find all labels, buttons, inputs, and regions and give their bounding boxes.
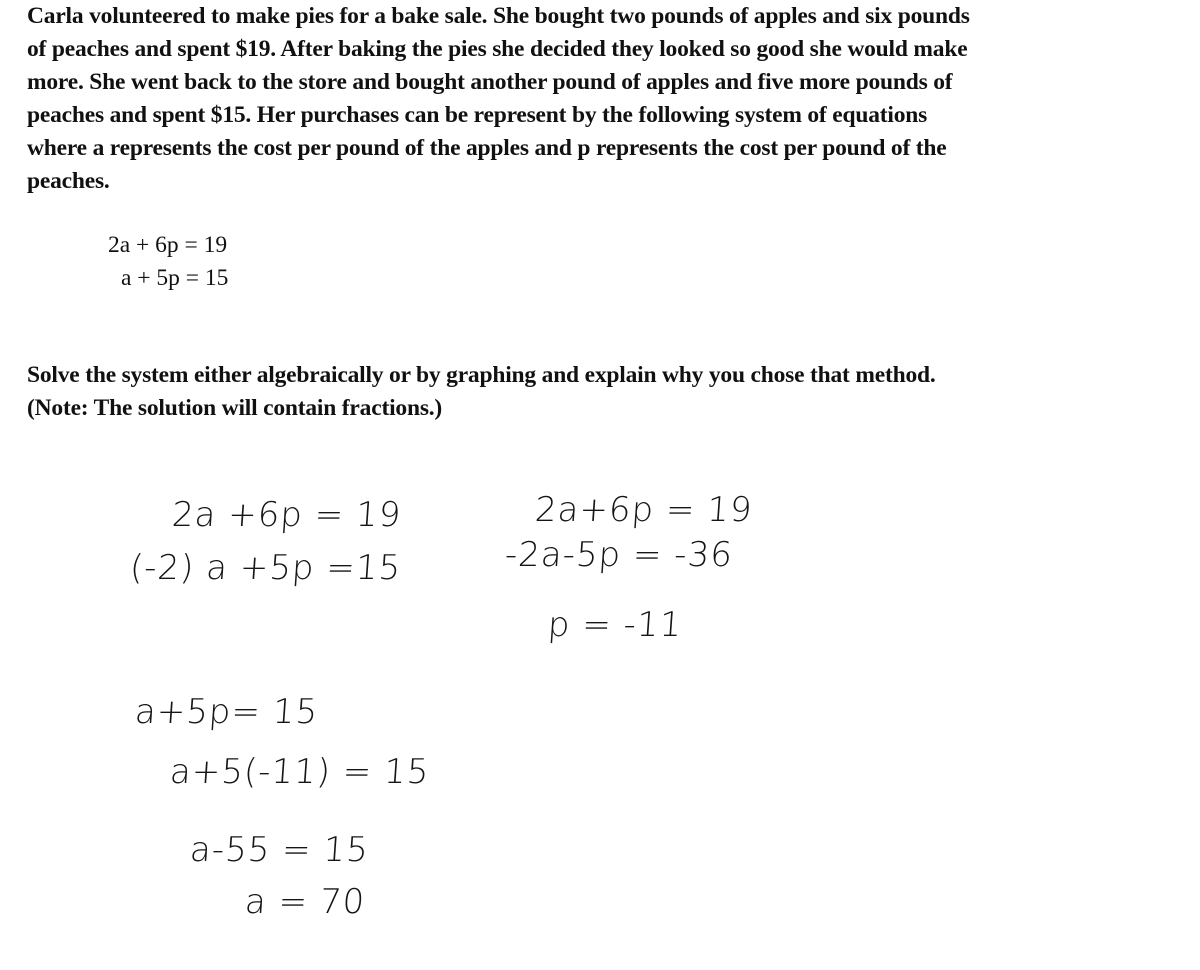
hw-eq-right-2: -2a-5p = -36	[503, 535, 735, 575]
problem-line: where a represents the cost per pound of the apples and p represents the cost per pound of the	[27, 135, 947, 161]
hw-eq-left-2: (-2) a +5p =15	[128, 548, 403, 588]
problem-line: more. She went back to the store and bought another pound of apples and five more pounds of	[27, 69, 953, 95]
hw-sub-2: a+5(-11) = 15	[168, 752, 431, 792]
hw-eq-right-1: 2a+6p = 19	[533, 490, 754, 530]
problem-line: peaches and spent $15. Her purchases can be represent by the following system of equations	[27, 102, 928, 128]
problem-line: Carla volunteered to make pies for a bake sale. She bought two pounds of apples and six pounds	[27, 3, 970, 29]
instruction: Solve the system either algebraically or by graphing and explain why you chose that method.	[27, 362, 936, 388]
problem-line: peaches.	[27, 168, 110, 194]
equation-1: 2a + 6p = 19	[108, 232, 228, 258]
problem-line: of peaches and spent $19. After baking the pies she decided they looked so good she would make	[27, 36, 968, 62]
hw-result-p: p = -11	[546, 605, 684, 645]
equation-2: a + 5p = 15	[121, 265, 229, 291]
hw-result-a: a = 70	[243, 882, 367, 922]
hw-sub-3: a-55 = 15	[188, 830, 371, 870]
hw-eq-left-1: 2a +6p = 19	[170, 495, 403, 535]
hw-sub-1: a+5p= 15	[133, 692, 320, 732]
note: (Note: The solution will contain fractions.)	[27, 395, 443, 421]
